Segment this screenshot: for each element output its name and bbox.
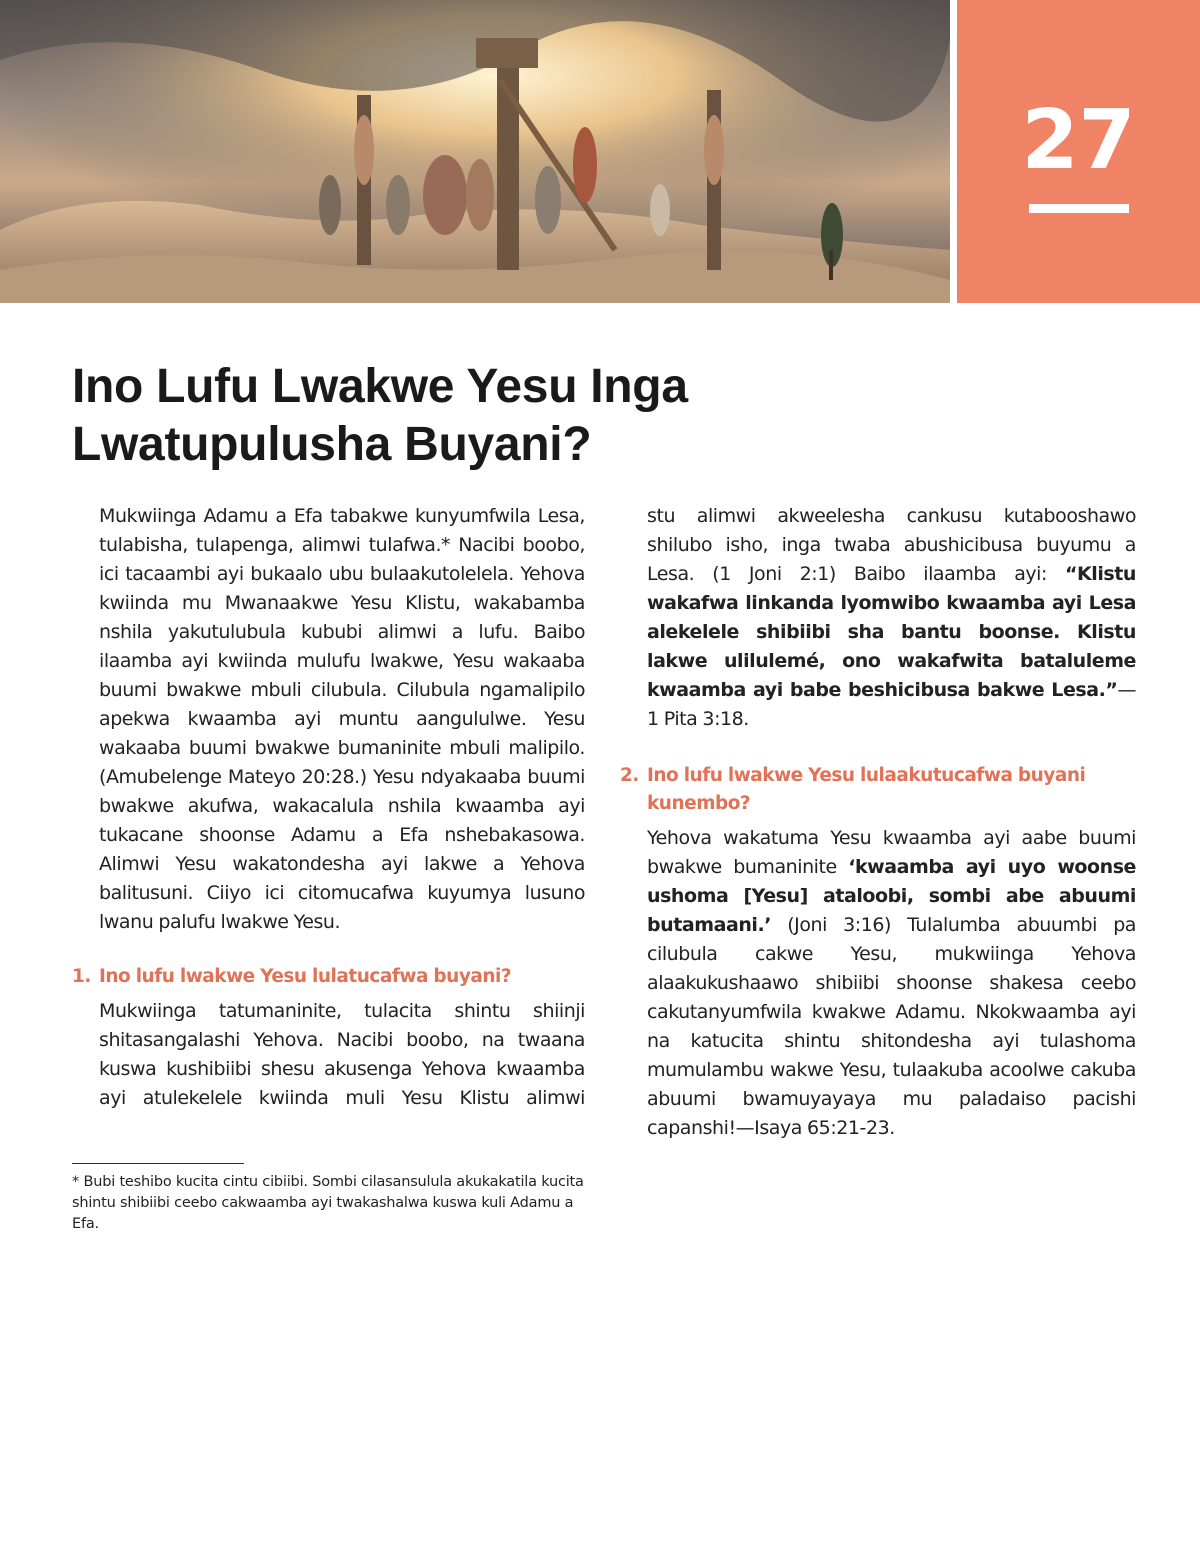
section-2-paragraph-rest: (Joni 3:16) Tulalumba abuumbi pa cilubula cakwe Yesu, mukwiinga Yehova alaakukushaawo shibiibi shoonse shakesa ceebo cakutanyumfwila kwakwe Adamu. Nkokwaamba ayi na katucita shintu shitondesha ayi tulashoma mumulambu wakwe Yesu, tulaakuba acoolwe cakuba abuumi bwamuyayaya mu paladaiso pacishi capanshi!—Isaya 65:21-23.	[647, 914, 1136, 1139]
section-2-number: 2.	[620, 765, 639, 786]
section-1-scripture-reference: —1 Pita 3:18.	[647, 679, 1136, 730]
section-2-question-line2: kunembo?	[647, 793, 751, 814]
section-2-question	[620, 762, 1136, 818]
section-1-paragraph-continued-text: stu alimwi akweelesha cankusu kutabooshawo shilubo isho, inga twaba abushicibusa buyumu a Lesa. (1 Joni 2:1) Baibo ilaamba ayi:	[647, 505, 1136, 585]
section-2-paragraph-lead: Yehova wakatuma Yesu kwaamba ayi aabe buumi bwakwe bumaninite	[647, 827, 1136, 878]
section-1-question-text: Ino lufu lwakwe Yesu lulatucafwa buyani?	[99, 966, 512, 987]
footnote: * Bubi teshibo kucita cintu cibiibi. Sombi cilasansulula akukakatila kucita shintu shibiibi ceebo cakwaamba ayi twakashalwa kuswa kuli Adamu a Efa.	[72, 1174, 584, 1232]
section-1-paragraph-continued	[620, 502, 1136, 734]
header-illustration	[0, 0, 950, 303]
lesson-number-underline	[1029, 204, 1129, 213]
section-1-number: 1.	[72, 966, 91, 987]
crucifixion-scene-image	[0, 0, 950, 303]
lesson-number-box	[957, 0, 1200, 303]
section-2-scripture-quote: ‘kwaamba ayi uyo woonse ushoma [Yesu] ataloobi, sombi abe abuumi butamaani.’	[647, 856, 1136, 936]
section-1-paragraph-text: Mukwiinga tatumaninite, tulacita shintu shiinji shitasangalashi Yehova. Nacibi boobo, na twaana kuswa kushibiibi shesu akusenga Yehova kwaamba ayi atulekelele kwiinda muli Yesu Klistu alimwi	[99, 1000, 585, 1109]
left-column	[72, 502, 585, 1113]
lesson-number: 27	[1021, 93, 1136, 188]
intro-paragraph: Mukwiinga Adamu a Efa tabakwe kunyumfwila Lesa, tulabisha, tulapenga, alimwi tulafwa.* Nacibi boobo, ici tacaambi ayi bukaalo ubu bulaakutolelela. Yehova kwiinda mu Mwanaakwe Yesu Klistu, wakabamba nshila yakutulubula kububi alimwi a lufu. Baibo ilaamba ayi kwiinda mulufu lwakwe, Yesu wakaaba buumi bwakwe mbuli cilubula. Cilubula ngamalipilo apekwa kwaamba ayi muntu aangululwe. Yesu wakaaba buumi bwakwe bumaninite mbuli malipilo. (Amubelenge Mateyo 20:28.) Yesu ndyakaaba buumi bwakwe akufwa, wakacalula nshila kwaamba ayi tukacane shoonse Adamu a Efa nshebakasowa. Alimwi Yesu wakatondesha ayi lakwe a Yehova balitusuni. Ciiyo ici citomucafwa kuyumya lusuno lwanu palufu lwakwe Yesu.	[99, 505, 585, 933]
right-column	[620, 502, 1136, 1143]
section-2-question-line1: Ino lufu lwakwe Yesu lulaakutucafwa buyani	[647, 765, 1086, 786]
section-1-question	[72, 963, 585, 991]
section-1-paragraph	[72, 997, 585, 1113]
section-1-scripture-quote: “Klistu wakafwa linkanda lyomwibo kwaamba ayi Lesa alekelele shibiibi sha bantu boonse. Klistu lakwe ulilulemé, ono wakafwita bataluleme kwaamba ayi babe beshicibusa bakwe Lesa.”	[647, 563, 1136, 701]
page-title: Ino Lufu Lwakwe Yesu Inga Lwatupulusha Buyani?	[72, 360, 688, 471]
footnote-divider	[72, 1163, 244, 1164]
section-2-paragraph	[620, 824, 1136, 1143]
